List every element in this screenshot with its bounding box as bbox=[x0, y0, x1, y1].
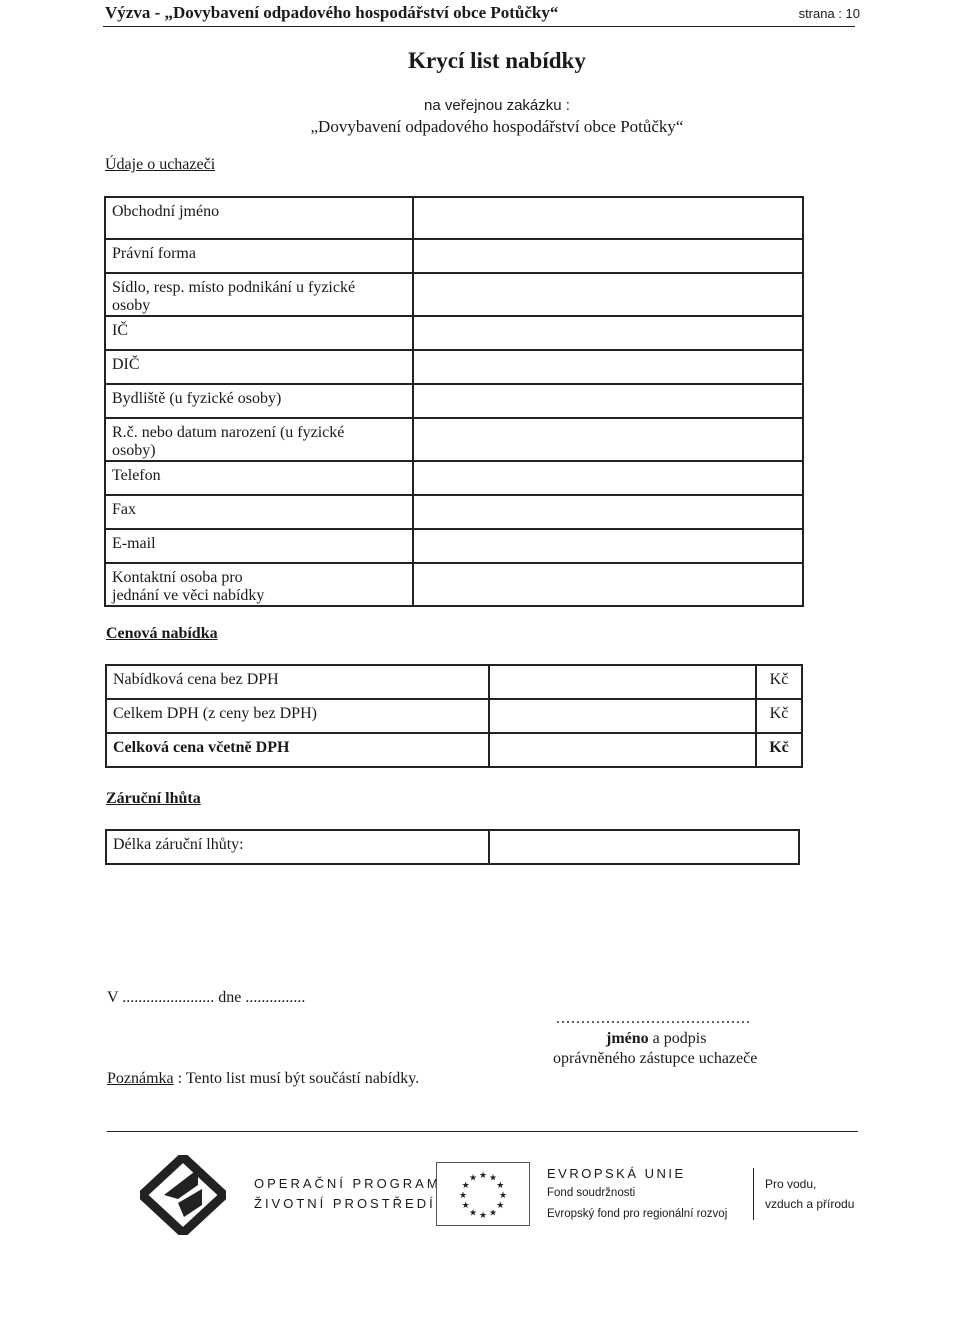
section-heading-applicant: Údaje o uchazeči bbox=[105, 156, 216, 173]
signature-name-rest: a podpis bbox=[648, 1030, 707, 1047]
applicant-label-line-1: IČ bbox=[112, 322, 128, 339]
applicant-label bbox=[112, 317, 406, 340]
applicant-label-line-1: Právní forma bbox=[112, 245, 196, 262]
applicant-label bbox=[112, 496, 406, 519]
applicant-value-field[interactable] bbox=[413, 495, 803, 529]
note bbox=[107, 1070, 419, 1088]
applicant-value-field[interactable] bbox=[413, 529, 803, 563]
applicant-row bbox=[105, 316, 803, 350]
applicant-label bbox=[112, 240, 406, 263]
eu-regional-fund: Evropský fond pro regionální rozvoj bbox=[547, 1208, 728, 1220]
applicant-row bbox=[105, 495, 803, 529]
applicant-label-cell bbox=[105, 461, 413, 495]
warranty-label: Délka záruční lhůty: bbox=[113, 836, 244, 853]
page-number: strana : 10 bbox=[798, 6, 860, 21]
eu-star-icon: ★ bbox=[488, 1172, 498, 1183]
applicant-label bbox=[112, 530, 406, 553]
price-label: Celkem DPH (z ceny bez DPH) bbox=[113, 705, 317, 722]
note-label: Poznámka bbox=[107, 1070, 174, 1087]
slogan bbox=[765, 1174, 854, 1214]
eu-star-icon: ★ bbox=[496, 1200, 505, 1210]
applicant-row bbox=[105, 350, 803, 384]
applicant-row bbox=[105, 197, 803, 239]
place-date-line[interactable]: V ....................... dne ............... bbox=[107, 989, 306, 1006]
applicant-label-cell bbox=[105, 350, 413, 384]
currency-label: Kč bbox=[769, 671, 789, 688]
applicant-value-field[interactable] bbox=[413, 273, 803, 316]
price-table bbox=[105, 664, 803, 768]
applicant-label bbox=[112, 419, 406, 460]
applicant-label bbox=[112, 351, 406, 374]
eu-star-icon: ★ bbox=[498, 1190, 508, 1200]
applicant-row bbox=[105, 461, 803, 495]
applicant-label-line-1: E-mail bbox=[112, 535, 156, 552]
applicant-label-cell bbox=[105, 495, 413, 529]
eu-flag-icon bbox=[436, 1162, 530, 1226]
eu-star-icon: ★ bbox=[478, 1210, 488, 1220]
applicant-label bbox=[112, 462, 406, 485]
subtitle-line-2: „Dovybavení odpadového hospodářství obce Potůčky“ bbox=[310, 117, 684, 136]
applicant-label bbox=[112, 385, 406, 408]
eu-star-icon: ★ bbox=[468, 1207, 478, 1218]
price-row bbox=[106, 699, 802, 733]
eu-star-icon: ★ bbox=[496, 1180, 505, 1190]
slogan-line-1: Pro vodu, bbox=[765, 1177, 817, 1191]
signature-label bbox=[606, 1030, 706, 1048]
eu-star-icon: ★ bbox=[478, 1170, 488, 1180]
eu-cohesion-fund: Fond soudržnosti bbox=[547, 1187, 636, 1199]
applicant-value-field[interactable] bbox=[413, 418, 803, 461]
op-program-line-1: OPERAČNÍ PROGRAM bbox=[254, 1176, 441, 1191]
applicant-label-line-1: Kontaktní osoba pro bbox=[112, 569, 243, 586]
signature-name-bold: jméno bbox=[606, 1030, 649, 1047]
footer-separator bbox=[753, 1168, 754, 1220]
price-label: Nabídková cena bez DPH bbox=[113, 671, 279, 688]
op-program-line-2: ŽIVOTNÍ PROSTŘEDÍ bbox=[254, 1196, 436, 1211]
applicant-label-cell bbox=[105, 239, 413, 273]
price-label: Celková cena včetně DPH bbox=[113, 739, 290, 756]
signature-role: oprávněného zástupce uchazeče bbox=[553, 1050, 758, 1067]
price-value-field[interactable] bbox=[489, 665, 756, 699]
price-label-cell bbox=[106, 733, 489, 767]
applicant-label bbox=[112, 274, 406, 315]
note-text: : Tento list musí být součástí nabídky. bbox=[173, 1070, 420, 1087]
currency-cell bbox=[756, 699, 802, 733]
applicant-value-field[interactable] bbox=[413, 239, 803, 273]
applicant-row bbox=[105, 529, 803, 563]
applicant-label-line-1: Bydliště (u fyzické osoby) bbox=[112, 390, 282, 407]
warranty-table bbox=[105, 829, 800, 865]
applicant-row bbox=[105, 273, 803, 316]
applicant-label bbox=[112, 198, 406, 221]
applicant-label-cell bbox=[105, 197, 413, 239]
op-program-name bbox=[254, 1174, 441, 1214]
document-header-title: Výzva - „Dovybavení odpadového hospodářství obce Potůčky“ bbox=[105, 3, 559, 22]
subtitle-line-1: na veřejnou zakázku : bbox=[424, 97, 570, 114]
applicant-label-line-1: Obchodní jméno bbox=[112, 203, 220, 220]
price-row bbox=[106, 665, 802, 699]
applicant-row bbox=[105, 563, 803, 606]
signature-line[interactable]: ....................................... bbox=[556, 1010, 751, 1027]
applicant-value-field[interactable] bbox=[413, 384, 803, 418]
eu-star-icon: ★ bbox=[458, 1190, 468, 1200]
applicant-label-line-1: Fax bbox=[112, 501, 136, 518]
applicant-value-field[interactable] bbox=[413, 197, 803, 239]
price-value-field[interactable] bbox=[489, 699, 756, 733]
warranty-label-cell bbox=[106, 830, 489, 864]
applicant-row bbox=[105, 418, 803, 461]
applicant-label-cell bbox=[105, 384, 413, 418]
op-zp-logo-icon bbox=[140, 1155, 226, 1235]
applicant-label-cell bbox=[105, 418, 413, 461]
applicant-label-cell bbox=[105, 529, 413, 563]
price-label-cell bbox=[106, 699, 489, 733]
applicant-table bbox=[104, 196, 804, 607]
eu-star-icon: ★ bbox=[461, 1180, 470, 1190]
page-title: Krycí list nabídky bbox=[408, 48, 586, 73]
applicant-value-field[interactable] bbox=[413, 316, 803, 350]
applicant-label-line-1: R.č. nebo datum narození (u fyzické bbox=[112, 424, 345, 441]
price-label-cell bbox=[106, 665, 489, 699]
eu-star-icon: ★ bbox=[488, 1207, 498, 1218]
applicant-label-cell bbox=[105, 273, 413, 316]
applicant-value-field[interactable] bbox=[413, 461, 803, 495]
applicant-label-line-1: Telefon bbox=[112, 467, 161, 484]
header-divider bbox=[103, 26, 855, 27]
applicant-row bbox=[105, 239, 803, 273]
currency-cell bbox=[756, 733, 802, 767]
currency-label: Kč bbox=[769, 739, 789, 756]
applicant-label-line-2: osoby) bbox=[112, 442, 156, 459]
warranty-value-field[interactable] bbox=[489, 830, 799, 864]
applicant-row bbox=[105, 384, 803, 418]
applicant-label-cell bbox=[105, 316, 413, 350]
eu-title: EVROPSKÁ UNIE bbox=[547, 1166, 686, 1181]
eu-star-icon: ★ bbox=[461, 1200, 470, 1210]
price-value-field[interactable] bbox=[489, 733, 756, 767]
applicant-label-line-2: osoby bbox=[112, 297, 151, 314]
applicant-label bbox=[112, 564, 406, 605]
applicant-label-line-2: jednání ve věci nabídky bbox=[112, 587, 265, 604]
applicant-value-field[interactable] bbox=[413, 563, 803, 606]
section-heading-price: Cenová nabídka bbox=[106, 625, 218, 642]
applicant-label-line-1: Sídlo, resp. místo podnikání u fyzické bbox=[112, 279, 356, 296]
currency-cell bbox=[756, 665, 802, 699]
applicant-label-cell bbox=[105, 563, 413, 606]
applicant-label-line-1: DIČ bbox=[112, 356, 140, 373]
currency-label: Kč bbox=[769, 705, 789, 722]
eu-star-icon: ★ bbox=[468, 1172, 478, 1183]
footer-divider bbox=[107, 1131, 858, 1132]
slogan-line-2: vzduch a přírodu bbox=[765, 1197, 855, 1211]
price-row bbox=[106, 733, 802, 767]
section-heading-warranty: Záruční lhůta bbox=[106, 790, 201, 807]
applicant-value-field[interactable] bbox=[413, 350, 803, 384]
